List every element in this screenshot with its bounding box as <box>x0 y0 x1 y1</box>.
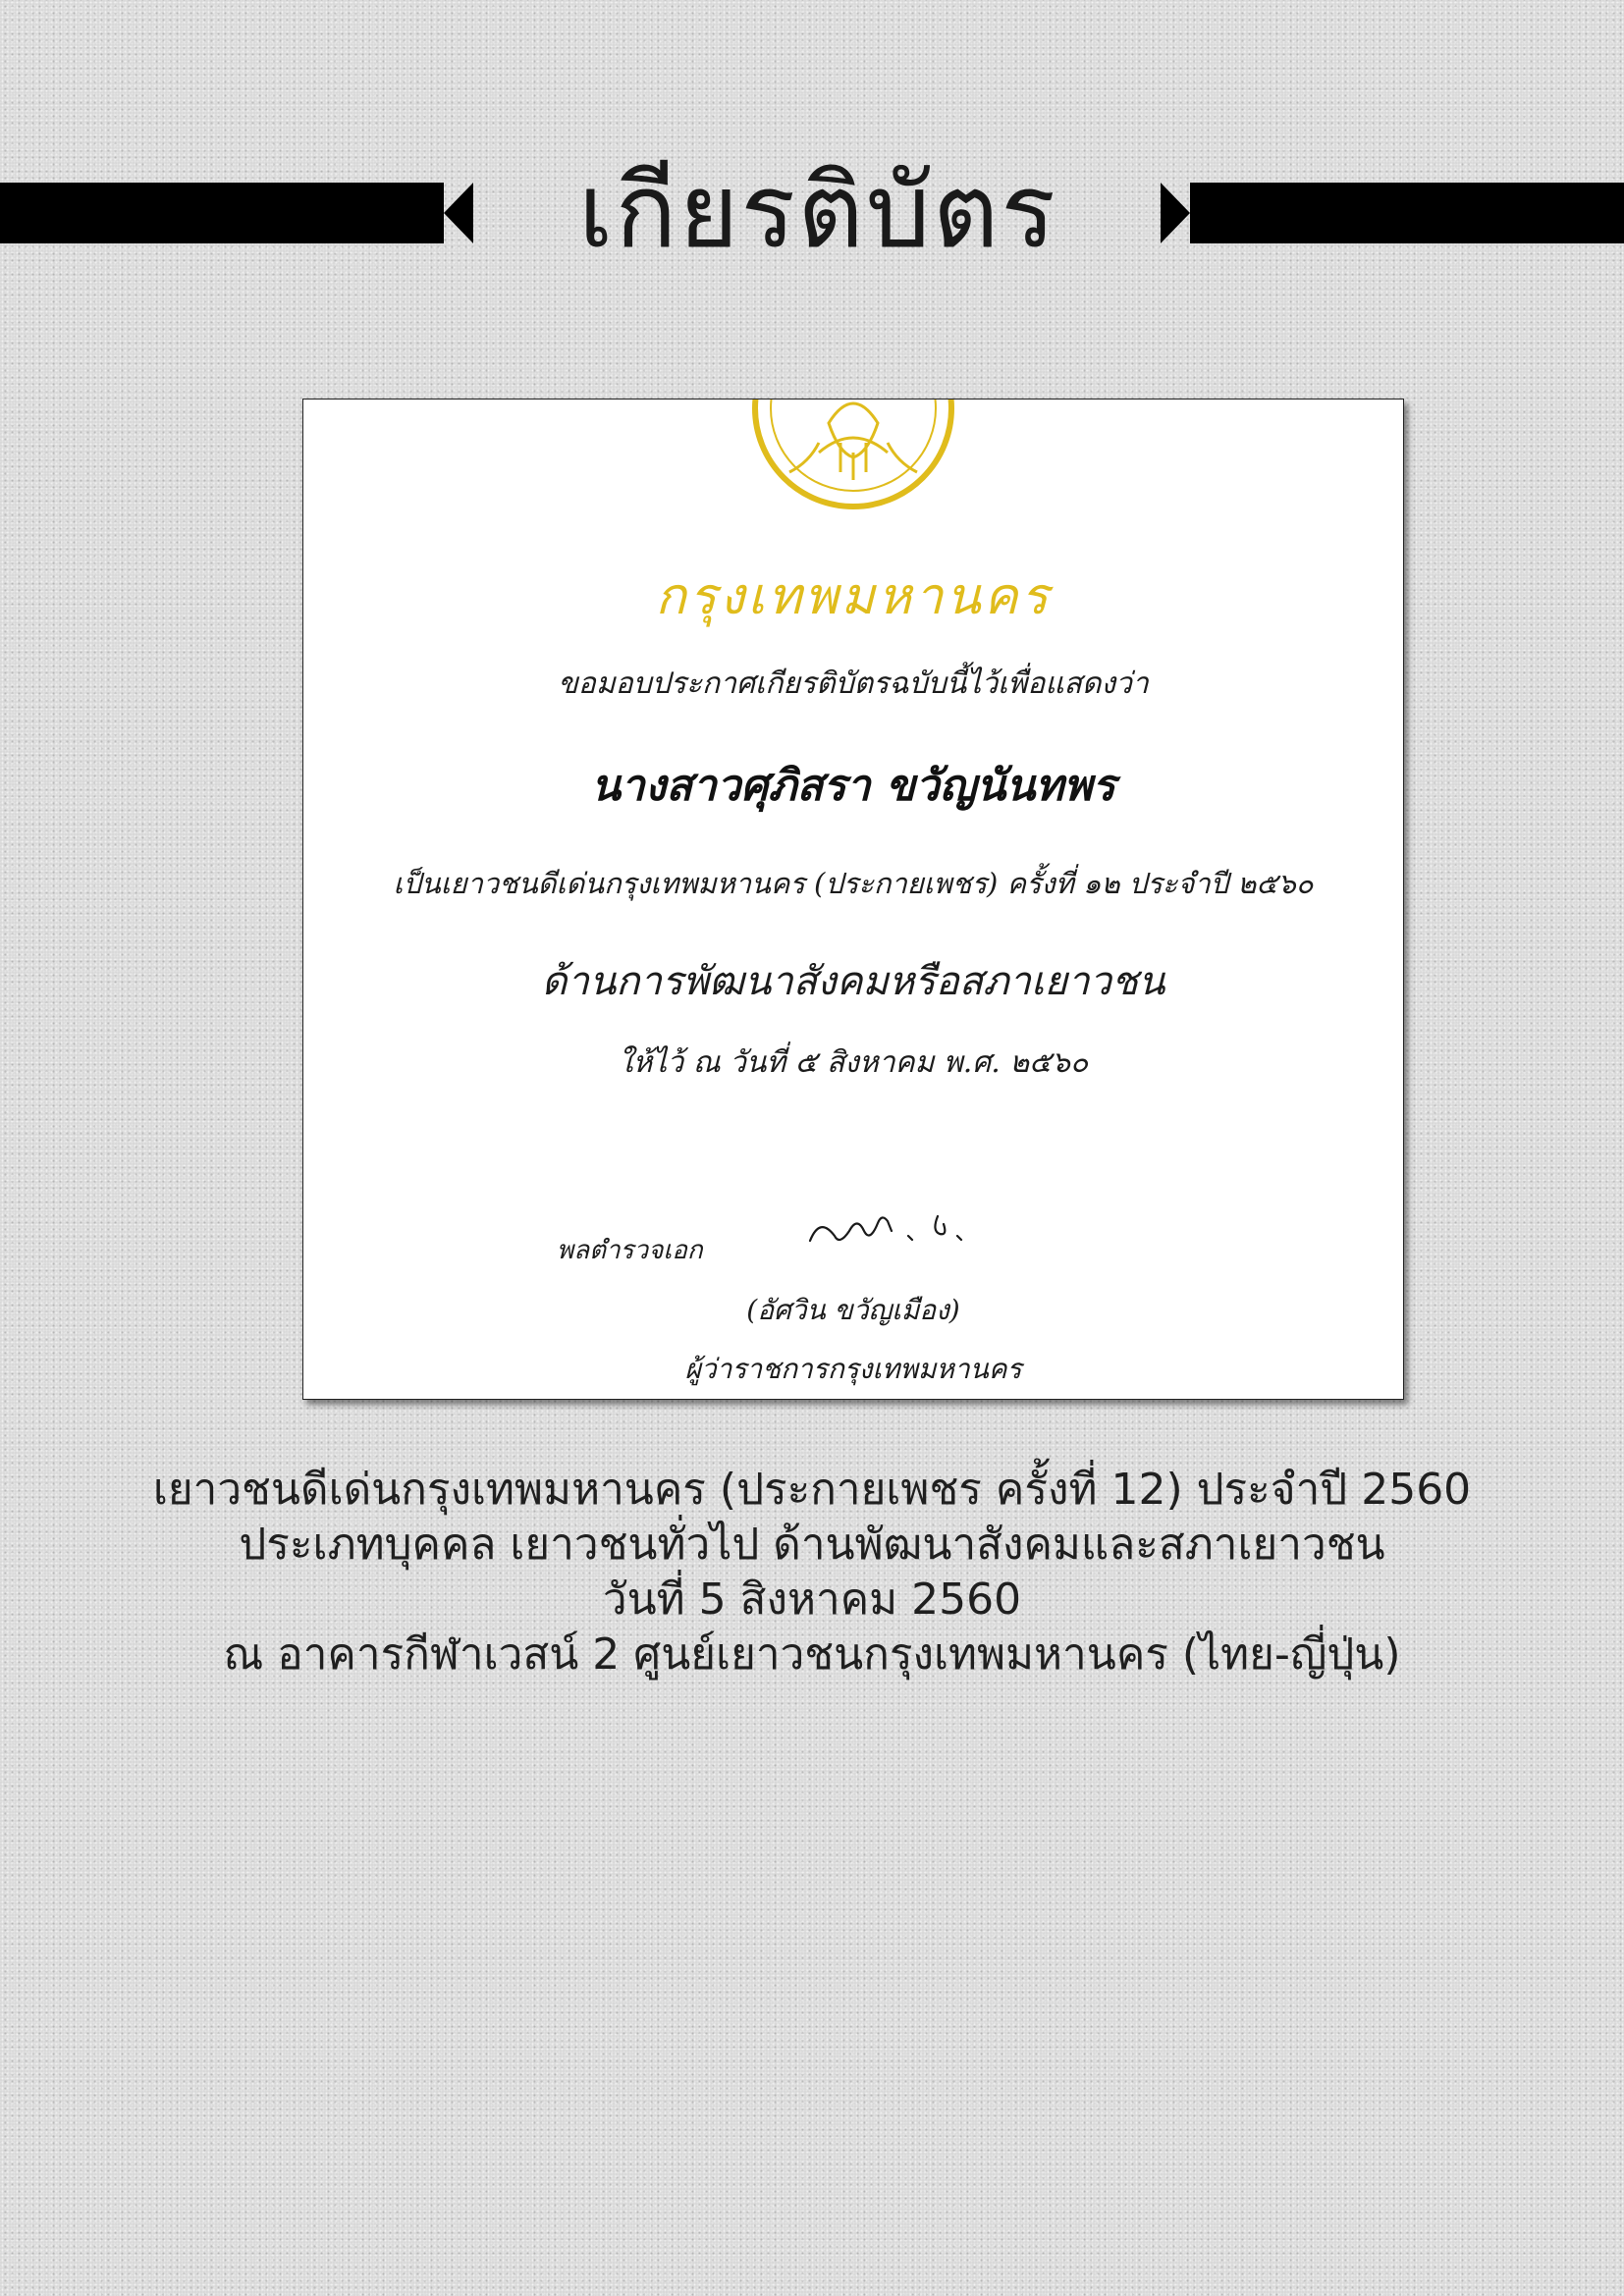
signer-name: (อัศวิน ขวัญเมือง) <box>746 1294 960 1326</box>
signer-position: ผู้ว่าราชการกรุงเทพมหานคร <box>684 1353 1022 1385</box>
banner-bar-left <box>0 183 444 243</box>
certificate-given-date: ให้ไว้ ณ วันที่ ๕ สิงหาคม พ.ศ. ๒๕๖๐ <box>618 1045 1089 1080</box>
caption-line: ประเภทบุคคล เยาวชนทั่วไป ด้านพัฒนาสังคมและสภาเยาวชน <box>239 1520 1385 1570</box>
caption-line: ณ อาคารกีฬาเวสน์ 2 ศูนย์เยาวชนกรุงเทพมหานคร (ไทย-ญี่ปุ่น) <box>223 1629 1401 1680</box>
caption-block <box>0 1463 1624 1682</box>
page-title: เกียรติบัตร <box>577 151 1058 271</box>
signer-rank: พลตำรวจเอก <box>557 1236 703 1265</box>
certificate-organization: กรุงเทพมหานคร <box>655 567 1052 626</box>
handwritten-signature <box>790 1197 987 1265</box>
caption-line: วันที่ 5 สิงหาคม 2560 <box>602 1575 1022 1625</box>
certificate-award-line: เป็นเยาวชนดีเด่นกรุงเทพมหานคร (ประกายเพชร) ครั้งที่ ๑๒ ประจำปี ๒๕๖๐ <box>393 867 1314 900</box>
caption-line: เยาวชนดีเด่นกรุงเทพมหานคร (ประกายเพชร ครั้งที่ 12) ประจำปี 2560 <box>152 1465 1472 1515</box>
certificate-image <box>302 399 1404 1400</box>
certificate-intro: ขอมอบประกาศเกียรติบัตรฉบับนี้ไว้เพื่อแสดงว่า <box>558 667 1149 701</box>
banner-chevron-left <box>444 183 473 243</box>
heading-banner <box>0 147 1624 275</box>
certificate-recipient: นางสาวศุภิสรา ขวัญนันทพร <box>590 761 1116 811</box>
certificate-category-line: ด้านการพัฒนาสังคมหรือสภาเยาวชน <box>541 959 1165 1004</box>
banner-bar-right <box>1190 183 1624 243</box>
bangkok-seal-icon <box>750 399 956 511</box>
banner-chevron-right <box>1161 183 1190 243</box>
